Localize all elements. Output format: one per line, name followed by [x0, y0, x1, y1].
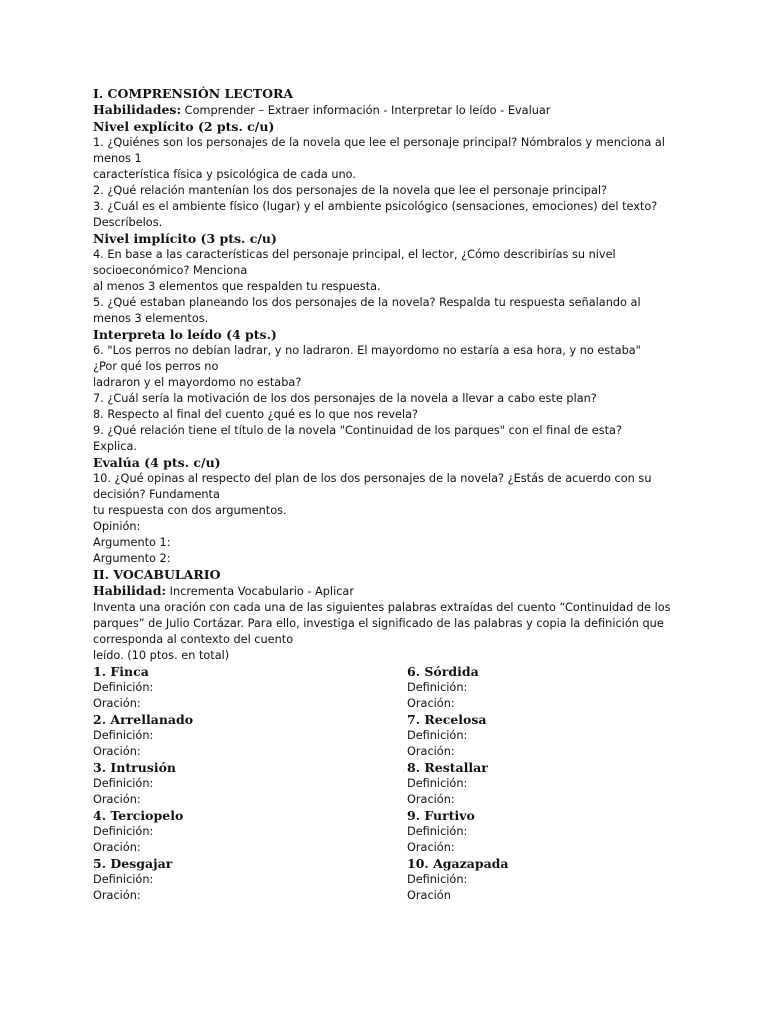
question-line: característica física y psicológica de cada uno. — [93, 168, 356, 181]
instruction-line: leído. (10 ptos. en total) — [93, 649, 230, 662]
question-line: 5. ¿Qué estaban planeando los dos personajes de la novela? Respalda tu respuesta señalando al — [93, 296, 641, 309]
vocab-item — [93, 760, 407, 808]
question-line: 4. En base a las características del personaje principal, el lector, ¿Cómo describirías su nivel — [93, 248, 616, 261]
vocab-word: 5. Desgajar — [93, 856, 173, 871]
question-line: Explica. — [93, 440, 137, 453]
section-title-vocabulario: II. VOCABULARIO — [93, 567, 221, 582]
argument-2-label: Argumento 2: — [93, 552, 171, 565]
question-line: 8. Respecto al final del cuento ¿qué es lo que nos revela? — [93, 408, 419, 421]
sentence-label: Oración: — [93, 793, 141, 806]
sentence-label: Oración — [407, 889, 451, 902]
question-line: Descríbelos. — [93, 216, 163, 229]
definition-label: Definición: — [407, 873, 468, 886]
vocab-word: 2. Arrellanado — [93, 712, 194, 727]
implicit-level-title: Nivel implícito (3 pts. c/u) — [93, 231, 277, 246]
question-line: 1. ¿Quiénes son los personajes de la novela que lee el personaje principal? Nómbralos y menciona al — [93, 136, 665, 149]
vocab-item — [93, 712, 407, 760]
question-line: menos 1 — [93, 152, 142, 165]
question-line: menos 3 elementos. — [93, 312, 209, 325]
vocab-word: 8. Restallar — [407, 760, 488, 775]
skills-label: Habilidades: — [93, 102, 182, 117]
question-line: socioeconómico? Menciona — [93, 264, 248, 277]
definition-label: Definición: — [93, 777, 154, 790]
vocab-instructions — [93, 600, 678, 664]
vocab-item — [93, 808, 407, 856]
evaluate-title: Evalúa (4 pts. c/u) — [93, 455, 221, 470]
vocab-item — [407, 712, 678, 760]
vocab-word: 10. Agazapada — [407, 856, 509, 871]
vocab-word: 3. Intrusión — [93, 760, 176, 775]
explicit-level-title: Nivel explícito (2 pts. c/u) — [93, 119, 275, 134]
question-line: 9. ¿Qué relación tiene el título de la novela "Continuidad de los parques" con el final de esta? — [93, 424, 622, 437]
document-page — [93, 86, 678, 904]
question-line: 6. "Los perros no debían ladrar, y no ladraron. El mayordomo no estaría a esa hora, y no estaba" — [93, 344, 641, 357]
opinion-label: Opinión: — [93, 520, 141, 533]
definition-label: Definición: — [93, 681, 154, 694]
instruction-line: parques” de Julio Cortázar. Para ello, investiga el significado de las palabras y copia la definición que — [93, 617, 664, 630]
interpret-questions — [93, 343, 678, 455]
definition-label: Definición: — [407, 777, 468, 790]
question-line: ¿Por qué los perros no — [93, 360, 219, 373]
sentence-label: Oración: — [93, 745, 141, 758]
vocab-item — [93, 856, 407, 904]
definition-label: Definición: — [93, 825, 154, 838]
question-line: ladraron y el mayordomo no estaba? — [93, 376, 302, 389]
question-line: 3. ¿Cuál es el ambiente físico (lugar) y el ambiente psicológico (sensaciones, emociones) del texto? — [93, 200, 658, 213]
question-line: al menos 3 elementos que respalden tu respuesta. — [93, 280, 381, 293]
vocab-grid — [93, 664, 678, 904]
skill-label: Habilidad: — [93, 583, 167, 598]
sentence-label: Oración: — [407, 793, 455, 806]
question-line: decisión? Fundamenta — [93, 488, 220, 501]
vocab-item — [407, 760, 678, 808]
skills-text: Comprender – Extraer información - Interpretar lo leído - Evaluar — [181, 104, 551, 117]
sentence-label: Oración: — [93, 697, 141, 710]
skills-line — [93, 102, 678, 119]
sentence-label: Oración: — [407, 745, 455, 758]
question-line: 7. ¿Cuál sería la motivación de los dos personajes de la novela a llevar a cabo este plan? — [93, 392, 597, 405]
instruction-line: corresponda al contexto del cuento — [93, 633, 294, 646]
section-title-comprension: I. COMPRENSIÓN LECTORA — [93, 86, 294, 101]
vocab-word: 4. Terciopelo — [93, 808, 184, 823]
question-line: 2. ¿Qué relación mantenían los dos personajes de la novela que lee el personaje principal? — [93, 184, 608, 197]
skill-text: Incrementa Vocabulario - Aplicar — [166, 585, 354, 598]
vocab-word: 6. Sórdida — [407, 664, 479, 679]
definition-label: Definición: — [407, 681, 468, 694]
vocab-word: 1. Finca — [93, 664, 149, 679]
definition-label: Definición: — [93, 729, 154, 742]
question-line: 10. ¿Qué opinas al respecto del plan de los dos personajes de la novela? ¿Estás de acuerdo con su — [93, 472, 652, 485]
vocab-word: 7. Recelosa — [407, 712, 487, 727]
argument-1-label: Argumento 1: — [93, 536, 171, 549]
sentence-label: Oración: — [93, 841, 141, 854]
vocab-item — [407, 856, 678, 904]
vocab-item — [93, 664, 407, 712]
sentence-label: Oración: — [93, 889, 141, 902]
sentence-label: Oración: — [407, 841, 455, 854]
definition-label: Definición: — [93, 873, 154, 886]
implicit-questions — [93, 247, 678, 327]
vocab-word: 9. Furtivo — [407, 808, 475, 823]
instruction-line: Inventa una oración con cada una de las siguientes palabras extraídas del cuento “Continuidad de los — [93, 601, 671, 614]
vocab-item — [407, 808, 678, 856]
explicit-questions — [93, 135, 678, 231]
question-line: tu respuesta con dos argumentos. — [93, 504, 287, 517]
interpret-title: Interpreta lo leído (4 pts.) — [93, 327, 277, 342]
sentence-label: Oración: — [407, 697, 455, 710]
definition-label: Definición: — [407, 825, 468, 838]
vocab-item — [407, 664, 678, 712]
definition-label: Definición: — [407, 729, 468, 742]
skill-line — [93, 583, 678, 600]
evaluate-questions — [93, 471, 678, 567]
